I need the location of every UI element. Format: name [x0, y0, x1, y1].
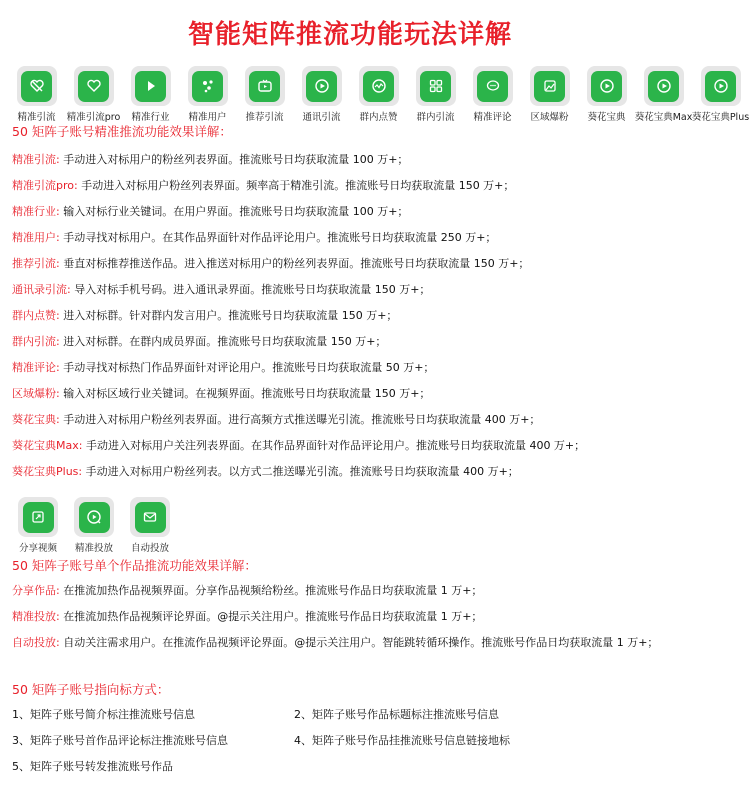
- comment-icon: [477, 71, 508, 102]
- play-circle-icon: [648, 71, 679, 102]
- feature-line: 精准引流: 手动进入对标用户的粉丝列表界面。推流账号日均获取流量 100 万+；: [12, 153, 409, 166]
- tile-label: 葵花宝典: [587, 112, 626, 123]
- photo-icon: [534, 71, 565, 102]
- tile-auto-delivery[interactable]: [122, 497, 178, 554]
- tile-label: 精准行业: [131, 112, 170, 123]
- feature-line: 推荐引流: 垂直对标推荐推送作品。进入推送对标用户的粉丝列表界面。推流账号日均获取流量 150 万+；: [12, 257, 530, 270]
- tile-label: 群内引流: [416, 112, 455, 123]
- feature-line: 葵花宝典Max: 手动进入对标用户关注列表界面。在其作品界面针对作品评论用户。推流账号日均获取流量 400 万+；: [12, 439, 586, 452]
- work-icon-row: [10, 497, 178, 554]
- tile-label: 葵花宝典Plus: [691, 112, 749, 123]
- tile-label: 分享视频: [18, 543, 57, 554]
- tile-label: 通讯引流: [302, 112, 341, 123]
- section-heading-pointer: 50 矩阵子账号指向标方式：: [12, 682, 170, 697]
- users-icon: [192, 71, 223, 102]
- tile-group-like[interactable]: [350, 66, 407, 123]
- feature-line: 群内点赞: 进入对标群。针对群内发言用户。推流账号日均获取流量 150 万+；: [12, 309, 398, 322]
- play-circle-icon: [705, 71, 736, 102]
- tile-label: 精准引流pro: [66, 112, 121, 123]
- tile-precise-traffic-pro[interactable]: [65, 66, 122, 123]
- tile-label: 群内点赞: [359, 112, 398, 123]
- tile-sunflower[interactable]: [578, 66, 635, 123]
- tile-label: 精准评论: [473, 112, 512, 123]
- play-circle-icon: [306, 71, 337, 102]
- feature-line: 区域爆粉: 输入对标区域行业关键词。在视频界面。推流账号日均获取流量 150 万+；: [12, 387, 431, 400]
- method-item: 4、矩阵子账号作品挂推流账号信息链接地标: [294, 734, 510, 747]
- mail-icon: [135, 502, 166, 533]
- method-item: 1、矩阵子账号简介标注推流账号信息: [12, 708, 195, 721]
- feature-line: 葵花宝典: 手动进入对标用户粉丝列表界面。进行高频方式推送曝光引流。推流账号日均获取流量 400 万+；: [12, 413, 541, 426]
- tile-region-fans[interactable]: [521, 66, 578, 123]
- tile-label: 自动投放: [130, 543, 169, 554]
- feature-line: 精准投放: 在推流加热作品视频评论界面。@提示关注用户。推流账号作品日均获取流量 1 万+；: [12, 610, 483, 623]
- feature-line: 精准引流pro: 手动进入对标用户粉丝列表界面。频率高于精准引流。推流账号日均获取流量 150 万+；: [12, 179, 515, 192]
- feature-icon-row: [8, 66, 749, 123]
- feature-line: 精准行业: 输入对标行业关键词。在用户界面。推流账号日均获取流量 100 万+；: [12, 205, 409, 218]
- play-circle-icon: [591, 71, 622, 102]
- tile-label: 精准投放: [74, 543, 113, 554]
- tile-precise-user[interactable]: [179, 66, 236, 123]
- tile-precise-traffic[interactable]: [8, 66, 65, 123]
- share-icon: [23, 502, 54, 533]
- heart-icon: [78, 71, 109, 102]
- tile-sunflower-plus[interactable]: [692, 66, 749, 123]
- section-heading-single-work: 50 矩阵子账号单个作品推流功能效果详解：: [12, 558, 257, 573]
- tile-recommend-traffic[interactable]: [236, 66, 293, 123]
- target-play-icon: [79, 502, 110, 533]
- feature-line: 精准评论: 手动寻找对标热门作品界面针对评论用户。推流账号日均获取流量 50 万+；: [12, 361, 435, 374]
- section-heading-precise: 50 矩阵子账号精准推流功能效果详解：: [12, 124, 232, 139]
- tile-label: 推荐引流: [245, 112, 284, 123]
- feature-line: 群内引流: 进入对标群。在群内成员界面。推流账号日均获取流量 150 万+；: [12, 335, 387, 348]
- tile-label: 精准用户: [188, 112, 227, 123]
- page-title: 智能矩阵推流功能玩法详解: [187, 20, 512, 50]
- tile-group-traffic[interactable]: [407, 66, 464, 123]
- grid-icon: [420, 71, 451, 102]
- method-item: 5、矩阵子账号转发推流账号作品: [12, 760, 173, 773]
- tile-label: 区域爆粉: [530, 112, 569, 123]
- tile-precise-comment[interactable]: [464, 66, 521, 123]
- play-icon: [135, 71, 166, 102]
- heart-slash-icon: [21, 71, 52, 102]
- tile-share-video[interactable]: [10, 497, 66, 554]
- wave-circle-icon: [363, 71, 394, 102]
- method-item: 3、矩阵子账号首作品评论标注推流账号信息: [12, 734, 228, 747]
- tile-precise-industry[interactable]: [122, 66, 179, 123]
- feature-line: 葵花宝典Plus: 手动进入对标用户粉丝列表。以方式二推送曝光引流。推流账号日均获取流量 400 万+；: [12, 465, 519, 478]
- feature-line: 精准用户: 手动寻找对标用户。在其作品界面针对作品评论用户。推流账号日均获取流量 250 万+；: [12, 231, 497, 244]
- tv-icon: [249, 71, 280, 102]
- tile-label: 精准引流: [17, 112, 56, 123]
- feature-line: 分享作品: 在推流加热作品视频界面。分享作品视频给粉丝。推流账号作品日均获取流量 1 万+；: [12, 584, 483, 597]
- feature-line: 自动投放: 自动关注需求用户。在推流作品视频评论界面。@提示关注用户。智能跳转循环操作。推流账号作品日均获取流量 1 万+；: [12, 636, 659, 649]
- tile-sunflower-max[interactable]: [635, 66, 692, 123]
- method-item: 2、矩阵子账号作品标题标注推流账号信息: [294, 708, 499, 721]
- feature-line: 通讯录引流: 导入对标手机号码。进入通讯录界面。推流账号日均获取流量 150 万+；: [12, 283, 431, 296]
- tile-precise-delivery[interactable]: [66, 497, 122, 554]
- tile-label: 葵花宝典Max: [634, 112, 693, 123]
- tile-contacts-traffic[interactable]: [293, 66, 350, 123]
